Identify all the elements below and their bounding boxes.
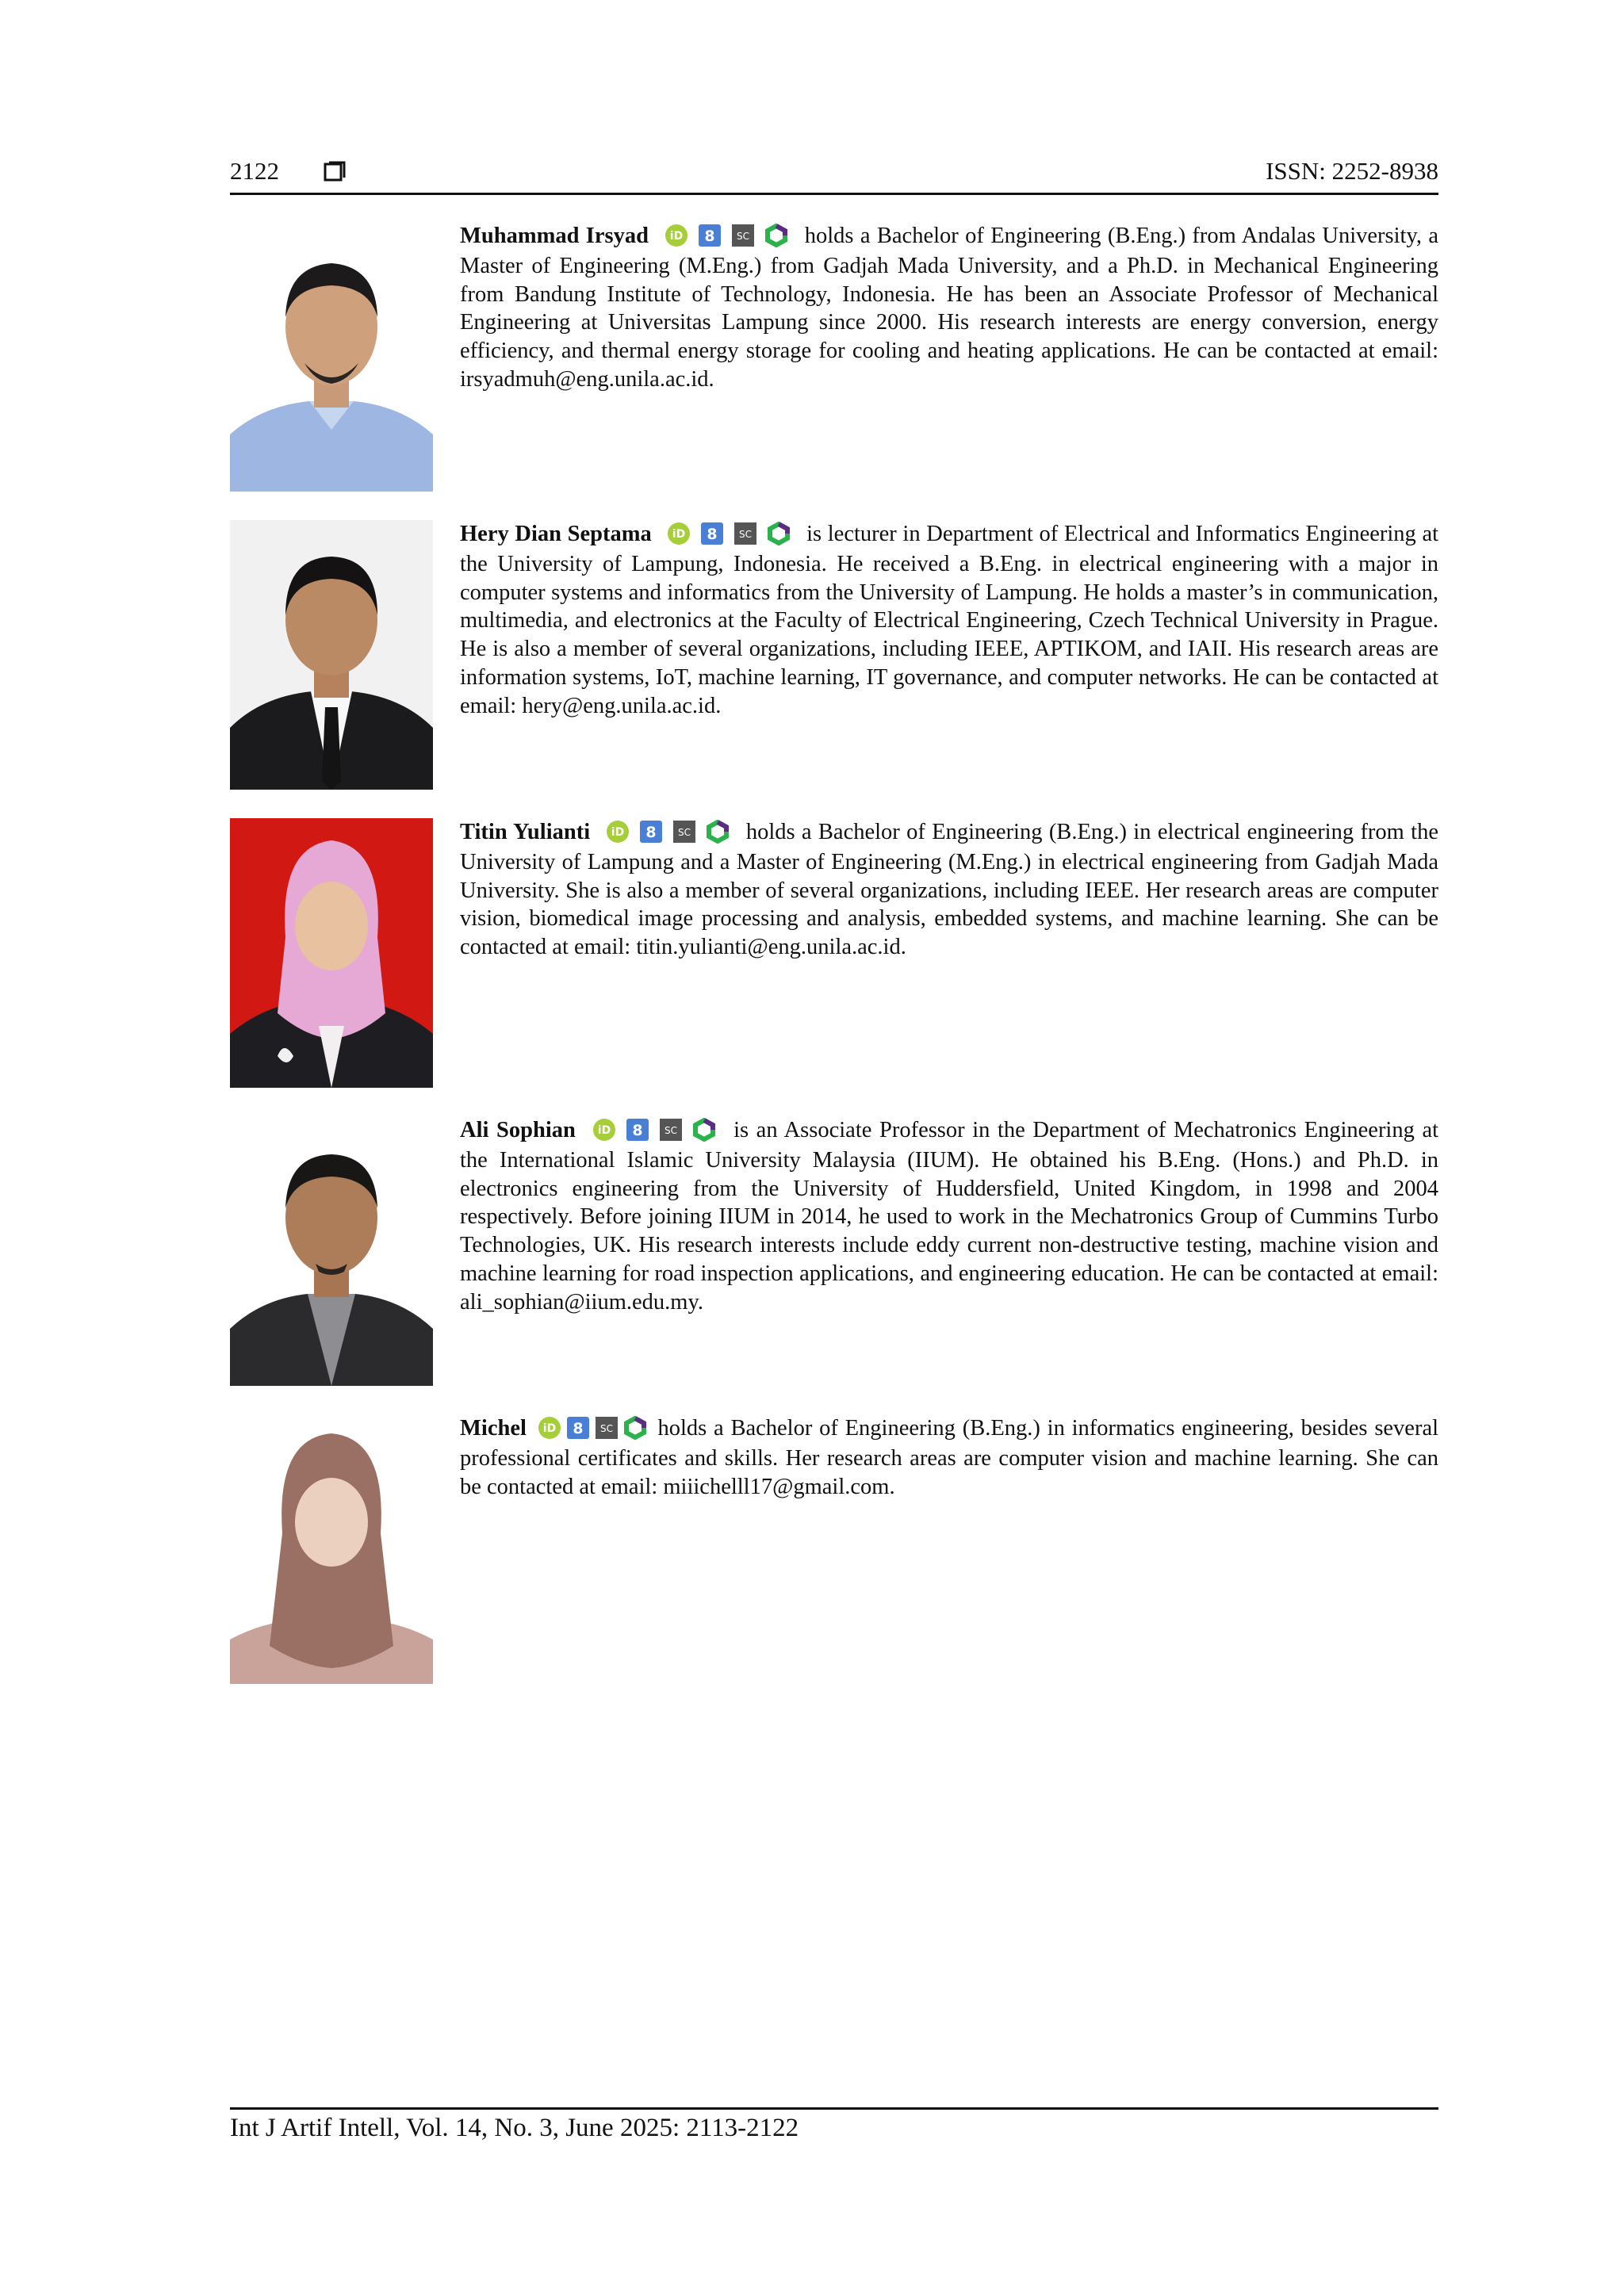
svg-text:8: 8 [645, 824, 657, 841]
orcid-icon[interactable] [665, 224, 688, 247]
bio-text [460, 1116, 1438, 1317]
scopus-icon[interactable] [595, 1416, 619, 1440]
bio-text [460, 818, 1438, 962]
svg-text:iD: iD [598, 1124, 611, 1137]
author-profile-badges [601, 820, 734, 848]
google-scholar-icon[interactable] [700, 522, 724, 545]
google-scholar-icon[interactable] [626, 1118, 649, 1142]
svg-text:SC: SC [599, 1423, 613, 1434]
google-scholar-icon[interactable] [639, 820, 663, 844]
author-photo [230, 222, 433, 492]
square-box-icon [324, 159, 346, 181]
author-profile-badges [535, 1416, 649, 1445]
svg-text:iD: iD [611, 826, 625, 839]
author-name: Ali Sophian [460, 1118, 576, 1142]
orcid-icon[interactable] [667, 522, 691, 545]
svg-text:SC: SC [737, 231, 750, 242]
footer-citation: Int J Artif Intell, Vol. 14, No. 3, June 2025: 2113-2122 [230, 2114, 799, 2142]
bio-description: holds a Bachelor of Engineering (B.Eng.) in informatics engineering, besides several professional certificates and skills. Her research areas are computer vision and machine learning. She can be contacted at email: miiichelll17@gmail.com. [460, 1416, 1439, 1499]
orcid-icon[interactable] [606, 820, 630, 844]
author-name: Muhammad Irsyad [460, 224, 649, 248]
author-photo [230, 1414, 433, 1684]
author-photo [230, 520, 433, 790]
svg-text:SC: SC [739, 529, 753, 540]
svg-text:SC: SC [665, 1125, 678, 1136]
author-profile-badges [660, 224, 793, 252]
svg-text:iD: iD [670, 230, 684, 243]
scopus-icon[interactable] [733, 522, 757, 545]
svg-text:8: 8 [707, 526, 718, 543]
page-header [230, 154, 1438, 193]
svg-text:8: 8 [573, 1420, 584, 1437]
bio-text [460, 520, 1438, 721]
google-scholar-icon[interactable] [566, 1416, 590, 1440]
bio-description: holds a Bachelor of Engineering (B.Eng.) from Andalas University, a Master of Engineering (M.Eng.) from Gadjah Mada University, and a Ph.D. in Mechanical Engineering from Bandung Institute of Technology, Indonesia. He has been an Associate Professor of Mechanical Engineering at Universitas Lampung since 2000. His research interests are energy conversion, energy efficiency, and thermal energy storage for cooling and heating applications. He can be contacted at email: irsyadmuh@eng.unila.ac.id. [460, 224, 1439, 392]
publons-icon[interactable] [692, 1118, 716, 1142]
svg-text:8: 8 [632, 1122, 644, 1139]
author-photo [230, 818, 433, 1088]
bio-description: is an Associate Professor in the Department of Mechatronics Engineering at the International Islamic University Malaysia (IIUM). He obtained his B.Eng. (Hons.) and Ph.D. in electronics engineering from the University of Huddersfield, United Kingdom, in 1998 and 2004 respectively. Before joining IIUM in 2014, he used to work in the Mechatronics Group of Cummins Turbo Technologies, UK. His research interests include eddy current non-destructive testing, machine vision and machine learning for road inspection applications, and engineering education. He can be contacted at email: ali_sophian@iium.edu.my. [460, 1118, 1439, 1314]
author-name: Hery Dian Septama [460, 522, 652, 546]
author-name: Titin Yulianti [460, 820, 591, 844]
publons-icon[interactable] [706, 820, 730, 844]
header-rule [230, 193, 1438, 195]
author-profile-badges [588, 1118, 721, 1146]
publons-icon[interactable] [767, 522, 791, 545]
google-scholar-icon[interactable] [698, 224, 722, 247]
svg-text:SC: SC [678, 827, 691, 838]
bio-description: is lecturer in Department of Electrical and Informatics Engineering at the University of Lampung, Indonesia. He received a B.Eng. in electrical engineering with a major in computer systems and informatics from the University of Lampung. He holds a master’s in communication, multimedia, and electronics at the Faculty of Electrical Engineering, Czech Technical University in Prague. He is also a member of several organizations, including IEEE, APTIKOM, and IAII. His research areas are information systems, IoT, machine learning, IT governance, and computer networks. He can be contacted at email: hery@eng.unila.ac.id. [460, 522, 1439, 718]
scopus-icon[interactable] [659, 1118, 683, 1142]
orcid-icon[interactable] [538, 1416, 561, 1440]
scopus-icon[interactable] [731, 224, 755, 247]
author-name: Michel [460, 1416, 527, 1441]
author-photo [230, 1116, 433, 1386]
bio-text [460, 1414, 1438, 1501]
scopus-icon[interactable] [672, 820, 696, 844]
bio-text [460, 222, 1438, 394]
svg-text:iD: iD [672, 528, 686, 541]
orcid-icon[interactable] [592, 1118, 616, 1142]
footer-rule [230, 2107, 1438, 2110]
author-profile-badges [662, 522, 795, 550]
svg-text:8: 8 [704, 228, 715, 245]
page-number: 2122 [230, 157, 279, 185]
publons-icon[interactable] [623, 1416, 647, 1440]
svg-text:iD: iD [542, 1422, 556, 1435]
issn: ISSN: 2252-8938 [1266, 157, 1438, 185]
publons-icon[interactable] [764, 224, 788, 247]
bio-description: holds a Bachelor of Engineering (B.Eng.) in electrical engineering from the University of Lampung and a Master of Engineering (M.Eng.) in electrical engineering from Gadjah Mada University. She is also a member of several organizations, including IEEE. Her research areas are computer vision, biomedical image processing and analysis, embedded systems, and machine learning. She can be contacted at email: titin.yulianti@eng.unila.ac.id. [460, 820, 1439, 960]
